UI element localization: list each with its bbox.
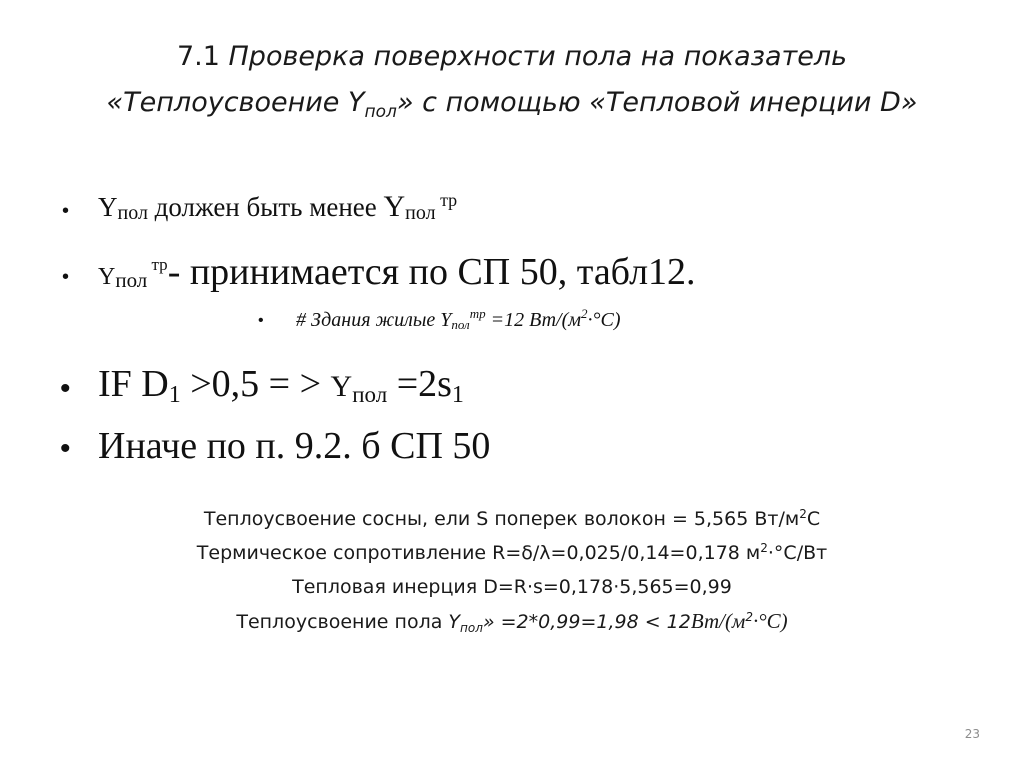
bullet-dot-2: •	[62, 266, 70, 288]
subscript: 1	[451, 382, 464, 408]
superscript: 2	[581, 306, 588, 321]
subscript: пол	[115, 268, 148, 292]
superscript: тр	[469, 306, 486, 321]
y-symbol: Y	[98, 264, 116, 290]
subscript: пол	[451, 317, 470, 332]
y-symbol: Y	[330, 370, 353, 403]
superscript: тр	[147, 255, 168, 274]
bullet-4-equation: =2s	[387, 363, 452, 405]
calc-text: ·°С/Вт	[767, 542, 828, 564]
y-symbol: Y	[383, 190, 406, 223]
superscript: 2	[799, 507, 807, 521]
subscript: пол	[460, 621, 483, 635]
calc-text: С	[806, 508, 821, 530]
title-text-2b: » с помощью «Тепловой инерции D»	[396, 87, 918, 118]
title-subscript: пол	[364, 102, 397, 122]
bullet-5: Иначе по п. 9.2. б СП 50	[98, 425, 491, 467]
bullet-1-text: должен быть менее	[147, 192, 384, 222]
superscript: 2	[745, 610, 753, 624]
bullet-dot-4: •	[60, 372, 71, 405]
bullet-4-text: IF D	[98, 363, 169, 405]
y-symbol: Y	[448, 611, 461, 633]
bullet-dot-3: •	[258, 312, 264, 329]
subscript: пол	[117, 202, 148, 224]
calc-text: Теплоусвоение сосны, ели S поперек волокон = 5,565 Вт/м	[203, 508, 800, 530]
superscript: 2	[760, 541, 768, 555]
bullet-3-unit-end: ·°С)	[587, 309, 621, 331]
title-text-1: Проверка поверхности пола на показатель	[228, 41, 848, 72]
calc-line-3: Тепловая инерция D=R·s=0,178·5,565=0,99	[292, 576, 732, 598]
calc-result: » =2*0,99=1,98 < 12	[482, 611, 691, 633]
bullet-4-compare: >0,5 = >	[180, 363, 331, 405]
subscript: пол	[405, 202, 436, 224]
calc-unit: Вт/(м	[690, 609, 746, 633]
calc-text: Термическое сопротивление R=δ/λ=0,025/0,14=0,178 м	[196, 542, 761, 564]
calc-line-2	[60, 536, 964, 570]
calc-line-1	[60, 502, 964, 536]
page-number: 23	[964, 727, 980, 741]
title-number: 7.1	[176, 41, 229, 72]
bullet-2-text: - принимается по СП 50, табл12.	[167, 251, 696, 293]
calculation-block	[60, 502, 964, 639]
bullet-3	[296, 306, 621, 332]
title-line-2	[40, 80, 984, 126]
title-line-1	[40, 34, 984, 80]
bullet-2	[98, 250, 696, 294]
calc-line-4	[60, 604, 964, 639]
bullet-3-text: # Здания жилые Y	[296, 309, 452, 331]
bullet-1	[98, 190, 457, 224]
bullet-4	[98, 362, 464, 406]
calc-unit-end: ·°С)	[752, 609, 788, 633]
calc-text: Теплоусвоение пола	[236, 611, 449, 633]
bullet-dot-1: •	[62, 200, 70, 222]
slide-title	[40, 34, 984, 126]
subscript: 1	[168, 382, 181, 408]
subscript: пол	[352, 382, 388, 407]
bullet-dot-5: •	[60, 432, 71, 465]
y-symbol: Y	[98, 192, 118, 222]
title-text-2a: «Теплоусвоение Y	[106, 87, 365, 118]
bullet-3-unit: =12 Вт/(м	[485, 309, 582, 331]
superscript: тр	[435, 190, 458, 210]
